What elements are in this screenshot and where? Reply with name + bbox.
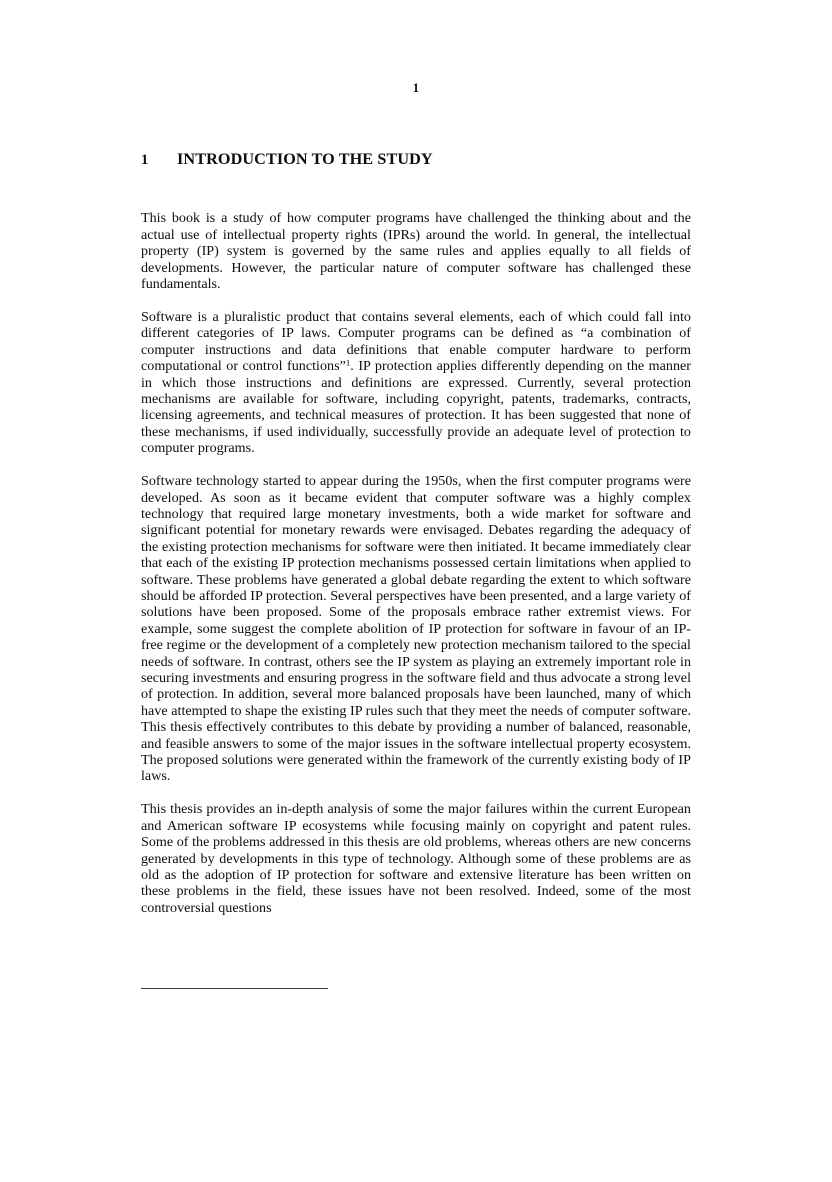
paragraph-2-text-before-footnote: Software is a pluralistic product that contains several elements, each of which could fall into different categories of IP laws. Computer programs can be defined as “a combination of computer instructions and data definitions that enable computer hardware to perform computational or control functions” — [141, 308, 691, 375]
chapter-number: 1 — [141, 152, 149, 168]
paragraph-2-text-after-footnote: . IP protection applies differently depending on the manner in which those instructions and definitions are expressed. Currently, several protection mechanisms are available for software, including copyright, patents, trademarks, contracts, licensing agreements, and technical measures of protection. It has been suggested that none of these mechanisms, if used individually, successfully provide an adequate level of protection to computer programs. — [141, 358, 691, 457]
page-title — [141, 150, 691, 169]
paragraph-1: This book is a study of how computer programs have challenged the thinking about and the actual use of intellectual property rights (IPRs) around the world. In general, the intellectual property (IP) system is governed by the same rules and applies equally to all fields of developments. However, the particular nature of computer software has challenged these fundamentals. — [141, 210, 691, 293]
paragraph-2 — [141, 309, 691, 457]
chapter-title: INTRODUCTION TO THE STUDY — [177, 150, 433, 168]
footnote-separator-rule — [141, 988, 328, 989]
footnote-reference-1[interactable]: 1 — [345, 357, 351, 368]
page-number: 1 — [412, 81, 420, 95]
body-text-block — [141, 150, 691, 916]
paragraph-3: Software technology started to appear during the 1950s, when the first computer programs were developed. As soon as it became evident that computer software was a highly complex technology that required large monetary investments, both a wide market for software and significant potential for monetary rewards were envisaged. Debates regarding the adequacy of the existing protection mechanisms for software were then initiated. It became immediately clear that each of the existing IP protection mechanisms possessed certain limitations when applied to software. These problems have generated a global debate regarding the extent to which software should be afforded IP protection. Several perspectives have been presented, and a large variety of solutions have been proposed. Some of the proposals embrace rather extremist views. For example, some suggest the complete abolition of IP protection for software in favour of an IP-free regime or the development of a completely new protection mechanism tailored to the special needs of software. In contrast, others see the IP system as playing an extremely important role in securing investments and ensuring progress in the software field and thus advocate a strong level of protection. In addition, several more balanced proposals have been launched, many of which have attempted to shape the existing IP rules such that they meet the needs of computer software. This thesis effectively contributes to this debate by providing a number of balanced, reasonable, and feasible answers to some of the major issues in the software intellectual property ecosystem. The proposed solutions were generated within the framework of the currently existing body of IP laws. — [141, 473, 691, 785]
paragraph-4: This thesis provides an in-depth analysis of some the major failures within the current European and American software IP ecosystems while focusing mainly on copyright and patent rules. Some of the problems addressed in this thesis are old problems, whereas others are new concerns generated by developments in this type of technology. Although some of these problems are as old as the adoption of IP protection for software and extensive literature has been written on these problems in the field, these issues have not been resolved. Indeed, some of the most controversial questions — [141, 801, 691, 916]
